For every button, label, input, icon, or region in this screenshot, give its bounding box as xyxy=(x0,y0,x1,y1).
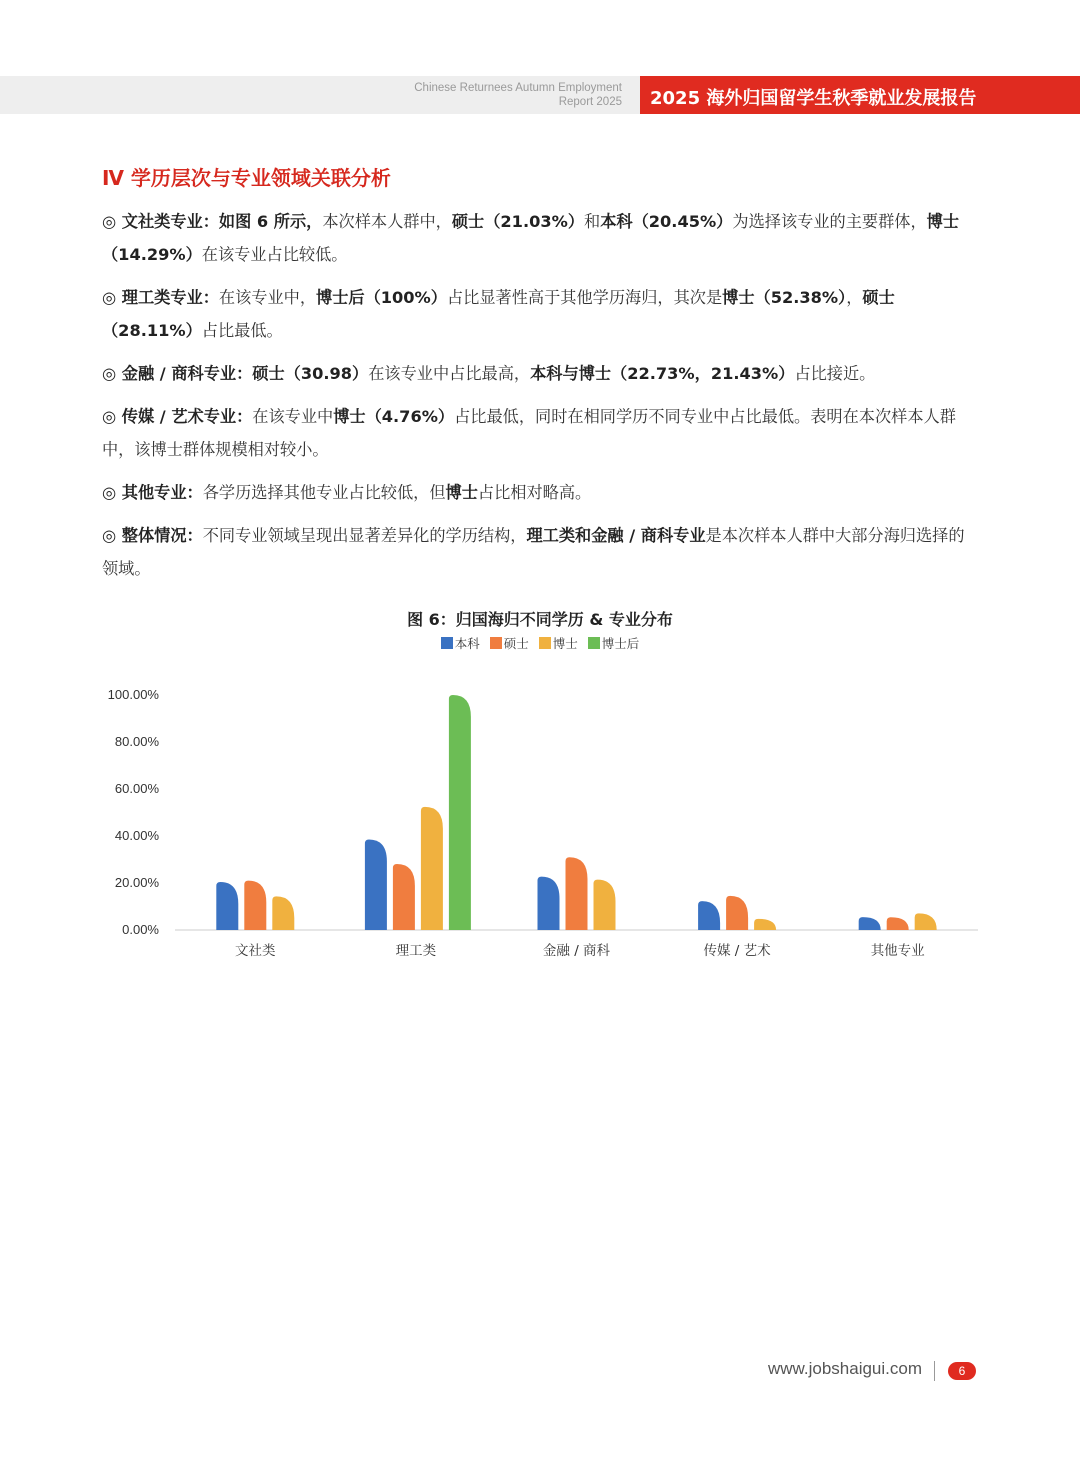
legend-item: 博士 xyxy=(539,634,578,652)
bar-博士-理工类 xyxy=(421,807,443,930)
x-tick-label: 文社类 xyxy=(235,943,276,959)
bar-博士-传媒 / 艺术 xyxy=(754,919,776,930)
legend-item: 博士后 xyxy=(588,634,640,652)
y-tick-label: 0.00% xyxy=(122,922,159,937)
footer-separator xyxy=(934,1361,935,1381)
paragraph-overall: ◎ 整体情况：不同专业领域呈现出显著差异化的学历结构，理工类和金融 / 商科专业是本次样本人群中大部分海归选择的领域。 xyxy=(102,526,965,578)
header-en-line2: Report 2025 xyxy=(558,96,622,108)
bar-硕士-文社类 xyxy=(244,881,266,930)
bar-博士-金融 / 商科 xyxy=(594,880,616,930)
paragraph-media: ◎ 传媒 / 艺术专业：在该专业中博士（4.76%）占比最低，同时在相同学历不同专业中占比最低。表明在本次样本人群中，该博士群体规模相对较小。 xyxy=(102,407,956,459)
header-english-title xyxy=(414,81,622,109)
bar-本科-金融 / 商科 xyxy=(538,877,560,930)
bar-本科-传媒 / 艺术 xyxy=(698,901,720,930)
chart-title: 图 6：归国海归不同学历 & 专业分布 xyxy=(407,610,673,629)
chart-legend xyxy=(0,634,1080,652)
x-tick-label: 金融 / 商科 xyxy=(542,943,611,959)
bar-本科-其他专业 xyxy=(859,917,881,930)
legend-swatch xyxy=(490,637,502,649)
legend-swatch xyxy=(588,637,600,649)
section-title: Ⅳ 学历层次与专业领域关联分析 xyxy=(102,166,391,190)
y-tick-label: 80.00% xyxy=(114,734,159,749)
paragraph-other: ◎ 其他专业：各学历选择其他专业占比较低，但博士占比相对略高。 xyxy=(102,483,592,502)
y-tick-label: 60.00% xyxy=(114,781,159,796)
y-tick-label: 40.00% xyxy=(114,828,159,843)
legend-item: 硕士 xyxy=(490,634,529,652)
bar-博士-文社类 xyxy=(272,896,294,930)
paragraph-humanities: ◎ 文社类专业：如图 6 所示，本次样本人群中，硕士（21.03%）和本科（20.45%）为选择该专业的主要群体，博士（14.29%）在该专业占比较低。 xyxy=(102,212,960,264)
x-tick-label: 传媒 / 艺术 xyxy=(703,943,771,959)
x-tick-label: 其他专业 xyxy=(870,943,925,959)
footer-url[interactable]: www.jobshaigui.com xyxy=(767,1359,922,1378)
bar-本科-理工类 xyxy=(365,840,387,930)
bar-硕士-其他专业 xyxy=(887,917,909,930)
legend-item: 本科 xyxy=(441,634,480,652)
bar-博士-其他专业 xyxy=(915,913,937,930)
bar-本科-文社类 xyxy=(216,882,238,930)
x-tick-label: 理工类 xyxy=(395,943,437,959)
bar-硕士-传媒 / 艺术 xyxy=(726,896,748,930)
page-number-badge: 6 xyxy=(948,1362,976,1380)
bar-硕士-理工类 xyxy=(393,864,415,930)
bar-博士后-理工类 xyxy=(449,695,471,930)
y-tick-label: 20.00% xyxy=(114,875,159,890)
paragraph-stem: ◎ 理工类专业：在该专业中，博士后（100%）占比显著性高于其他学历海归，其次是博士（52.38%），硕士（28.11%）占比最低。 xyxy=(102,288,895,340)
legend-swatch xyxy=(441,637,453,649)
y-tick-label: 100.00% xyxy=(107,687,159,702)
bar-硕士-金融 / 商科 xyxy=(566,857,588,930)
legend-swatch xyxy=(539,637,551,649)
header-en-line1: Chinese Returnees Autumn Employment xyxy=(414,82,622,94)
bar-chart xyxy=(0,660,1080,980)
paragraph-finance: ◎ 金融 / 商科专业：硕士（30.98）在该专业中占比最高，本科与博士（22.73%，21.43%）占比接近。 xyxy=(102,364,876,383)
header-chinese-title: 2025 海外归国留学生秋季就业发展报告 xyxy=(650,88,977,109)
